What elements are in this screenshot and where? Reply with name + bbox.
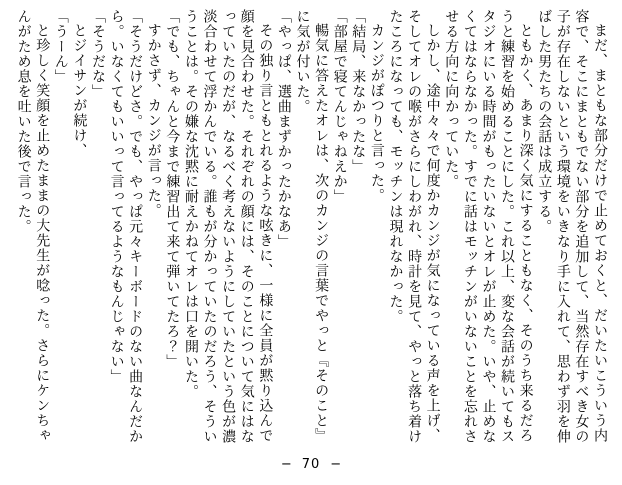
paragraph: ともかく、あまり深く気にすることもなく、そのうち来るだろうと練習を始めることにした。これ以上、変な会話が続いてもスタジオにいる時間がもったいないとオレが止めた。いや、止めなくてはならなかった。すでに話はモッチンがいないことを忘れさせる方向に向かっていた。 — [443, 9, 534, 444]
dialogue-line: 「やっぱ、選曲まずかったかなあ」 — [275, 9, 292, 249]
page-footer — [0, 457, 622, 472]
body-text — [14, 9, 609, 446]
page-number: 70 — [301, 457, 321, 472]
dialogue-line: 「うーん」 — [52, 9, 69, 84]
paragraph: しかし、途中々々で何度かカンジが気になっている声を上げ、そしてオレの喉がさらにしわがれ、時計を見て、やっと落ち着けたころになっても、モッチンは現れなかった。 — [387, 9, 441, 444]
paragraph: その独り言ともとれるような呟きに、一様に全員が黙り込んで顔を見合わせた。それぞれの顔には、そのことについて気にはなっていたのだが、なるべく考えないようにしていたという色が濃淡合わせて浮かんでいる。誰もが分かっていたのだろう、そういうことは。その嫌な沈黙に耐えかねてオレは口を開いた。 — [182, 9, 274, 444]
paragraph: まだ、まともな部分だけで止めておくと、だいたいこういう内容で、そこにまともでない部分を追加して、当然存在すべき女の子が存在しないという環境をいきなり手に入れて、思わず羽を伸ばした男たちの会話は成立する。 — [536, 9, 608, 444]
footer-left-dash: − — [280, 457, 292, 472]
paragraph: カンジがぽつりと言った。 — [368, 23, 385, 203]
paragraph: 暢気に答えたオレは、次のカンジの言葉でやっと『そのこと』に気が付いた。 — [294, 9, 330, 443]
paragraph: すかさず、カンジが言った。 — [145, 23, 162, 218]
paragraph: と珍しく笑顔を止めたままの大先生が唸った。さらにケンちゃんがため息を吐いた後で言った。 — [15, 9, 51, 443]
dialogue-line: 「部屋で寝てんじゃねえか」 — [331, 9, 348, 204]
dialogue-line: 「結局、来なかったな」 — [350, 9, 367, 174]
paragraph: とジイサンが続け、 — [71, 23, 88, 158]
dialogue-line: 「そうだな」 — [89, 9, 106, 99]
footer-right-dash: − — [330, 457, 342, 472]
dialogue-line: 「でも、ちゃんと今まで練習出て来て弾いてたろ？」 — [164, 9, 181, 369]
dialogue-line: 「そうだけどさ。でも、やっぱ元々キーボードのない曲なんだから。いなくてもいいって言ってるようなもんじゃない」 — [108, 9, 144, 444]
